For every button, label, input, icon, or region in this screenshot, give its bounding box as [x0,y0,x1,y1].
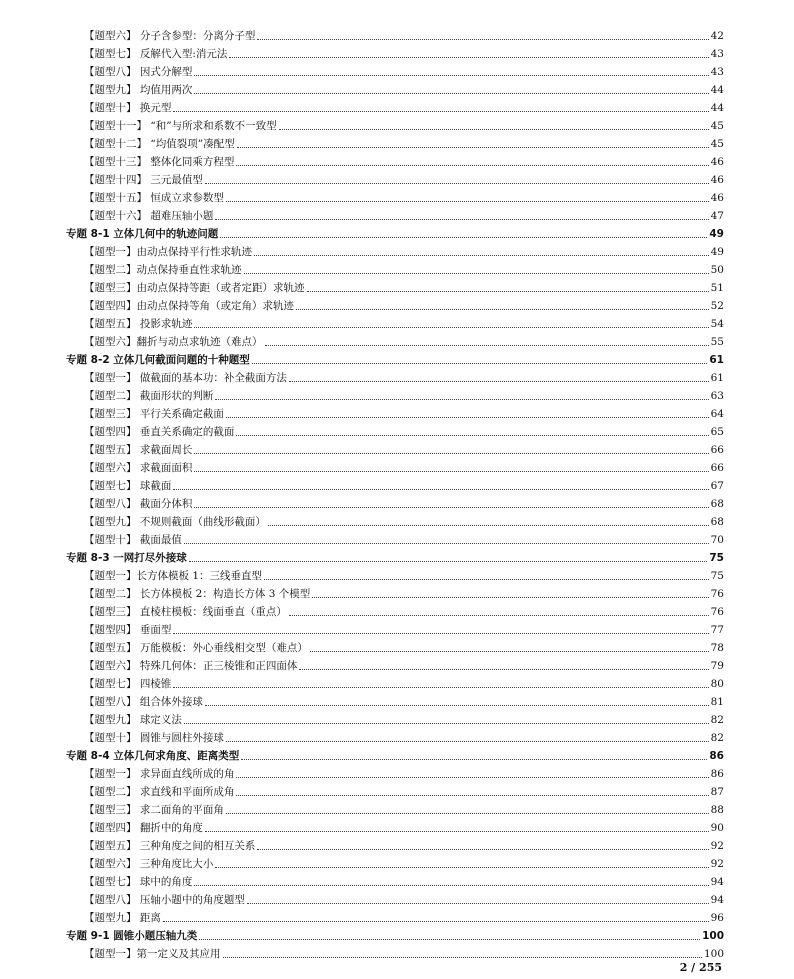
dot-leader [194,74,708,76]
toc-entry[interactable] [66,511,724,529]
toc-entry-page: 77 [710,624,724,636]
dot-leader [236,794,708,796]
toc-entry-title: 【题型六】翻折与动点求轨迹（难点） [84,336,263,348]
toc-entry-title: 【题型三】由动点保持等距（或者定距）求轨迹 [84,282,305,294]
toc-entry[interactable] [66,673,724,691]
toc-entry-title: 【题型十】 截面最值 [84,534,182,546]
toc-entry[interactable] [66,529,724,547]
dot-leader [194,470,708,472]
toc-entry[interactable] [66,277,724,295]
toc-entry-title: 【题型三】 直棱柱模板：线面垂直（重点） [84,606,287,618]
toc-entry-title: 【题型一】由动点保持平行性求轨迹 [84,246,252,258]
toc-entry[interactable] [66,475,724,493]
toc-entry-page: 94 [710,894,724,906]
toc-entry-page: 46 [710,174,724,186]
toc-entry-title: 【题型十五】 恒成立求参数型 [84,192,224,204]
dot-leader [205,830,709,832]
toc-entry[interactable] [66,907,724,925]
dot-leader [264,578,709,580]
dot-leader [236,164,708,166]
toc-entry-page: 80 [710,678,724,690]
toc-entry-title: 【题型七】 四棱锥 [84,678,172,690]
toc-entry[interactable] [66,943,724,961]
toc-entry[interactable] [66,205,724,223]
toc-entry-page: 96 [710,912,724,924]
toc-entry[interactable] [66,619,724,637]
toc-entry-title: 【题型五】 万能模板：外心垂线相交型（难点） [84,642,308,654]
toc-entry-page: 76 [710,588,724,600]
toc-entry[interactable] [66,871,724,889]
toc-entry-page: 47 [710,210,724,222]
dot-leader [265,344,709,346]
dot-leader [257,848,708,850]
dot-leader [289,614,709,616]
toc-entry-title: 【题型六】 三种角度比大小 [84,858,214,870]
toc-entry-title: 【题型八】 组合体外接球 [84,696,203,708]
toc-entry[interactable] [66,817,724,835]
dot-leader [229,56,708,58]
toc-entry[interactable] [66,169,724,187]
dot-leader [173,488,708,490]
toc-entry-title: 【题型一】 做截面的基本功：补全截面方法 [84,372,287,384]
toc-entry-title: 【题型七】 反解代入型:消元法 [84,48,228,60]
toc-section-entry[interactable] [66,745,724,763]
dot-leader [215,866,708,868]
toc-entry[interactable] [66,385,724,403]
dot-leader [257,38,708,40]
toc-entry-title: 【题型五】 投影求轨迹 [84,318,193,330]
toc-entry-title: 【题型五】 求截面周长 [84,444,193,456]
dot-leader [194,452,708,454]
dot-leader [226,200,709,202]
toc-entry[interactable] [66,637,724,655]
toc-entry[interactable] [66,889,724,907]
toc-entry-page: 78 [710,642,724,654]
toc-entry[interactable] [66,25,724,43]
toc-entry-title: 【题型四】由动点保持等角（或定角）求轨迹 [84,300,294,312]
toc-entry-page: 75 [709,552,724,564]
toc-entry[interactable] [66,727,724,745]
dot-leader [194,92,708,94]
toc-section-entry[interactable] [66,349,724,367]
toc-entry-title: 【题型六】 特殊几何体：正三棱锥和正四面体 [84,660,298,672]
dot-leader [215,398,708,400]
toc-entry[interactable] [66,565,724,583]
toc-entry[interactable] [66,583,724,601]
toc-entry-page: 49 [710,246,724,258]
dot-leader [223,956,702,958]
toc-entry[interactable] [66,367,724,385]
toc-entry[interactable] [66,151,724,169]
dot-leader [173,632,708,634]
toc-entry-page: 82 [710,732,724,744]
dot-leader [226,416,709,418]
toc-entry-title: 【题型四】 垂面型 [84,624,172,636]
toc-entry-title: 【题型十】 圆锥与圆柱外接球 [84,732,224,744]
toc-entry-title: 【题型七】 球截面 [84,480,172,492]
dot-leader [184,722,709,724]
dot-leader [236,776,708,778]
toc-entry[interactable] [66,601,724,619]
dot-leader [247,902,709,904]
toc-entry-title: 【题型三】 求二面角的平面角 [84,804,224,816]
dot-leader [299,668,708,670]
dot-leader [215,218,708,220]
dot-leader [194,326,708,328]
dot-leader [173,686,708,688]
dot-leader [205,704,709,706]
toc-entry-page: 50 [710,264,724,276]
toc-entry-page: 79 [710,660,724,672]
dot-leader [236,434,708,436]
toc-entry-page: 92 [710,840,724,852]
toc-entry-title: 专题 8-2 立体几何截面问题的十种题型 [66,354,250,366]
dot-leader [163,920,709,922]
dot-leader [173,110,708,112]
toc-entry-title: 【题型六】 分子含参型：分离分子型 [84,30,256,42]
toc-entry-title: 【题型四】 垂直关系确定的截面 [84,426,235,438]
toc-entry[interactable] [66,187,724,205]
dot-leader [310,650,709,652]
toc-entry-page: 81 [710,696,724,708]
toc-entry-title: 【题型九】 距离 [84,912,161,924]
toc-entry[interactable] [66,241,724,259]
toc-entry-page: 55 [710,336,724,348]
toc-entry[interactable] [66,331,724,349]
toc-entry-title: 【题型一】长方体模板 1：三线垂直型 [84,570,263,582]
toc-entry-page: 43 [710,48,724,60]
dot-leader [184,542,709,544]
toc-entry-page: 87 [710,786,724,798]
toc-entry-page: 100 [703,948,724,960]
toc-entry-title: 【题型一】 求异面直线所成的角 [84,768,235,780]
toc-entry-page: 86 [710,768,724,780]
toc-entry-page: 43 [710,66,724,78]
toc-entry-page: 65 [710,426,724,438]
toc-entry-title: 【题型八】 因式分解型 [84,66,193,78]
dot-leader [241,758,707,760]
toc-entry[interactable] [66,853,724,871]
dot-leader [268,524,709,526]
toc-entry[interactable] [66,799,724,817]
toc-entry[interactable] [66,763,724,781]
toc-entry-page: 76 [710,606,724,618]
toc-entry-title: 【题型二】 截面形状的判断 [84,390,214,402]
toc-entry-page: 67 [710,480,724,492]
toc-entry-page: 52 [710,300,724,312]
toc-entry-page: 45 [710,138,724,150]
toc-entry-title: 【题型三】 平行关系确定截面 [84,408,224,420]
toc-entry[interactable] [66,691,724,709]
dot-leader [226,812,709,814]
dot-leader [237,146,709,148]
toc-entry-title: 专题 8-1 立体几何中的轨迹问题 [66,228,219,240]
toc-entry-title: 【题型二】 求直线和平面所成角 [84,786,235,798]
toc-section-entry[interactable] [66,547,724,565]
toc-entry-title: 【题型九】 不规则截面（曲线形截面） [84,516,266,528]
toc-entry-page: 46 [710,156,724,168]
dot-leader [312,596,708,598]
toc-entry-title: 【题型六】 求截面面积 [84,462,193,474]
toc-section-entry[interactable] [66,223,724,241]
toc-entry[interactable] [66,493,724,511]
toc-entry-title: 【题型四】 翻折中的角度 [84,822,203,834]
toc-section-entry[interactable] [66,925,724,943]
toc-entry[interactable] [66,295,724,313]
toc-entry-page: 64 [710,408,724,420]
toc-entry-page: 86 [709,750,724,762]
dot-leader [289,380,709,382]
toc-entry-title: 【题型七】 球中的角度 [84,876,193,888]
dot-leader [194,884,708,886]
toc-entry[interactable] [66,61,724,79]
toc-entry-title: 【题型十四】 三元最值型 [84,174,203,186]
toc-entry-title: 【题型十二】 “均值裂项”凑配型 [84,138,235,150]
dot-leader [279,128,709,130]
dot-leader [244,272,709,274]
toc-entry-page: 90 [710,822,724,834]
toc-entry[interactable] [66,133,724,151]
toc-entry-title: 【题型二】 长方体模板 2：构造长方体 3 个模型 [84,588,311,600]
toc-entry-title: 【题型十】 换元型 [84,102,172,114]
toc-entry-title: 专题 9-1 圆锥小题压轴九类 [66,930,198,942]
page-number: 2 / 255 [679,961,722,974]
toc-entry-page: 49 [709,228,724,240]
dot-leader [254,254,709,256]
toc-entry-page: 66 [710,462,724,474]
dot-leader [296,308,709,310]
toc-entry[interactable] [66,457,724,475]
toc-entry[interactable] [66,79,724,97]
toc-entry[interactable] [66,259,724,277]
toc-entry-title: 【题型九】 球定义法 [84,714,182,726]
toc-entry-title: 【题型八】 截面分体积 [84,498,193,510]
toc-entry-title: 【题型八】 压轴小题中的角度题型 [84,894,245,906]
dot-leader [252,362,708,364]
toc-entry-page: 92 [710,858,724,870]
toc-entry-page: 54 [710,318,724,330]
dot-leader [194,506,708,508]
toc-entry-page: 42 [710,30,724,42]
toc-entry[interactable] [66,709,724,727]
toc-entry[interactable] [66,439,724,457]
dot-leader [226,740,709,742]
toc-entry-title: 【题型二】动点保持垂直性求轨迹 [84,264,242,276]
toc-entry[interactable] [66,97,724,115]
toc-entry-page: 68 [710,498,724,510]
toc-entry-page: 82 [710,714,724,726]
dot-leader [307,290,709,292]
toc-entry[interactable] [66,43,724,61]
toc-entry-page: 100 [702,930,724,942]
toc-entry-page: 46 [710,192,724,204]
toc-entry[interactable] [66,781,724,799]
toc-entry-page: 61 [710,372,724,384]
toc-entry-title: 专题 8-4 立体几何求角度、距离类型 [66,750,240,762]
toc-entry-page: 63 [710,390,724,402]
toc-entry-page: 68 [710,516,724,528]
dot-leader [199,938,700,940]
toc-entry[interactable] [66,313,724,331]
toc-entry-title: 【题型一】第一定义及其应用 [84,948,221,960]
toc-entry[interactable] [66,403,724,421]
toc-entry-page: 94 [710,876,724,888]
toc-entry-title: 【题型十一】 “和”与所求和系数不一致型 [84,120,277,132]
dot-leader [220,236,707,238]
toc-entry-page: 45 [710,120,724,132]
toc-entry-page: 61 [709,354,724,366]
toc-entry[interactable] [66,835,724,853]
toc-entry-page: 75 [710,570,724,582]
toc-entry[interactable] [66,115,724,133]
toc-entry-page: 44 [710,102,724,114]
toc-entry-page: 51 [710,282,724,294]
toc-entry[interactable] [66,421,724,439]
dot-leader [189,560,708,562]
dot-leader [205,182,709,184]
toc-entry-title: 【题型五】 三种角度之间的相互关系 [84,840,256,852]
toc-entry-page: 70 [710,534,724,546]
toc-entry[interactable] [66,655,724,673]
toc-entry-title: 【题型十六】 超难压轴小题 [84,210,214,222]
toc-entry-page: 44 [710,84,724,96]
toc-entry-page: 66 [710,444,724,456]
toc-entry-title: 专题 8-3 一网打尽外接球 [66,552,187,564]
toc-entry-title: 【题型十三】 整体化同乘方程型 [84,156,235,168]
toc-entry-page: 88 [710,804,724,816]
table-of-contents [66,25,724,961]
toc-entry-title: 【题型九】 均值用两次 [84,84,193,96]
